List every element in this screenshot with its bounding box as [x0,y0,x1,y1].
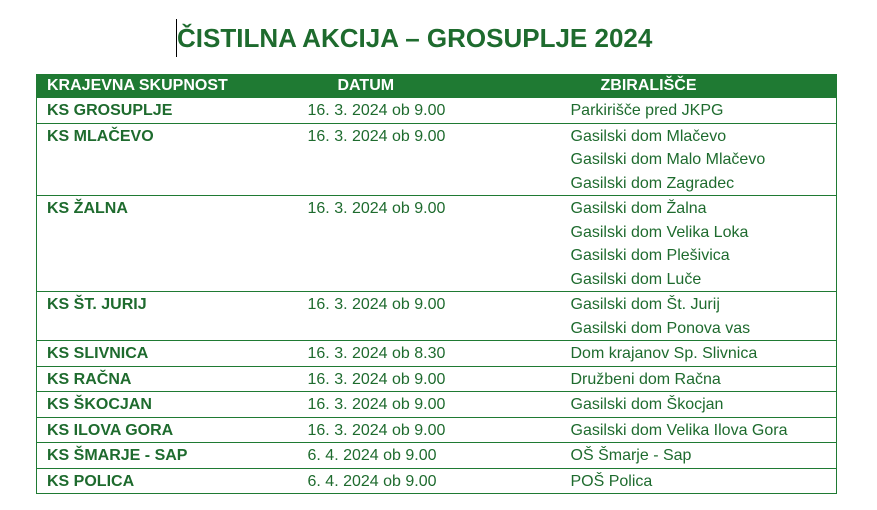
table-header [37,74,837,98]
location-item: Gasilski dom Žalna [570,200,707,217]
location-item: Gasilski dom Št. Jurij [570,296,720,313]
ks-name: KS POLICA [47,472,135,490]
header-krajevna-skupnost: KRAJEVNA SKUPNOST [37,74,294,98]
ks-name: KS RAČNA [47,370,132,388]
location-item: Gasilski dom Velika Loka [570,223,749,241]
location-item: Dom krajanov Sp. Slivnica [570,345,758,362]
table-row [37,98,837,123]
table-row [37,417,837,443]
table-row [37,443,837,469]
ks-name: KS SLIVNICA [47,345,149,362]
location-cell [567,123,837,196]
location-cell [567,468,837,494]
location-item: OŠ Šmarje - Sap [570,447,692,464]
table-row [37,392,837,418]
date-cell: 6. 4. 2024 ob 9.00 [307,472,437,490]
ks-name: KS MLAČEVO [47,127,154,145]
location-item: Gasilski dom Velika Ilova Gora [570,421,788,439]
date-cell: 16. 3. 2024 ob 8.30 [307,345,446,362]
date-cell: 16. 3. 2024 ob 9.00 [307,296,446,313]
ks-name: KS ŽALNA [47,200,128,217]
location-item: Gasilski dom Zagradec [570,174,735,192]
ks-name: KS GROSUPLJE [47,102,173,119]
header-datum: DATUM [294,74,567,98]
ks-name: KS ŠKOCJAN [47,396,152,413]
table-row [37,341,837,367]
date-cell: 16. 3. 2024 ob 9.00 [307,396,446,413]
location-item: Gasilski dom Luče [570,270,702,288]
location-item: Gasilski dom Malo Mlačevo [570,151,766,168]
date-cell: 16. 3. 2024 ob 9.00 [307,127,446,145]
ks-name: KS ŠMARJE - SAP [47,447,188,464]
table-row [37,196,837,292]
page-title: ČISTILNA AKCIJA – GROSUPLJE 2024 [177,23,653,53]
location-item: Gasilski dom Škocjan [570,396,724,413]
table-row [37,468,837,494]
location-item: Gasilski dom Mlačevo [570,127,727,145]
location-cell [567,392,837,418]
location-cell [567,196,837,292]
ks-name: KS ŠT. JURIJ [47,296,147,313]
location-cell [567,366,837,392]
location-cell [567,443,837,469]
table-row [37,366,837,392]
location-item: Družbeni dom Račna [570,370,721,388]
header-row [37,74,837,98]
schedule-table [36,74,837,494]
location-item: POŠ Polica [570,472,653,490]
location-cell [567,341,837,367]
location-item: Gasilski dom Plešivica [570,247,730,264]
table-row [37,123,837,196]
location-item: Gasilski dom Ponova vas [570,319,751,337]
date-cell: 16. 3. 2024 ob 9.00 [307,200,446,217]
header-zbiralisce: ZBIRALIŠČE [567,74,837,98]
date-cell: 16. 3. 2024 ob 9.00 [307,102,446,119]
location-cell [567,417,837,443]
location-cell [567,98,837,123]
location-cell [567,292,837,341]
location-item: Parkirišče pred JKPG [570,102,724,119]
date-cell: 6. 4. 2024 ob 9.00 [307,447,437,464]
table-body [37,98,837,494]
date-cell: 16. 3. 2024 ob 9.00 [307,370,446,388]
table-row [37,292,837,341]
ks-name: KS ILOVA GORA [47,421,174,439]
date-cell: 16. 3. 2024 ob 9.00 [307,421,446,439]
